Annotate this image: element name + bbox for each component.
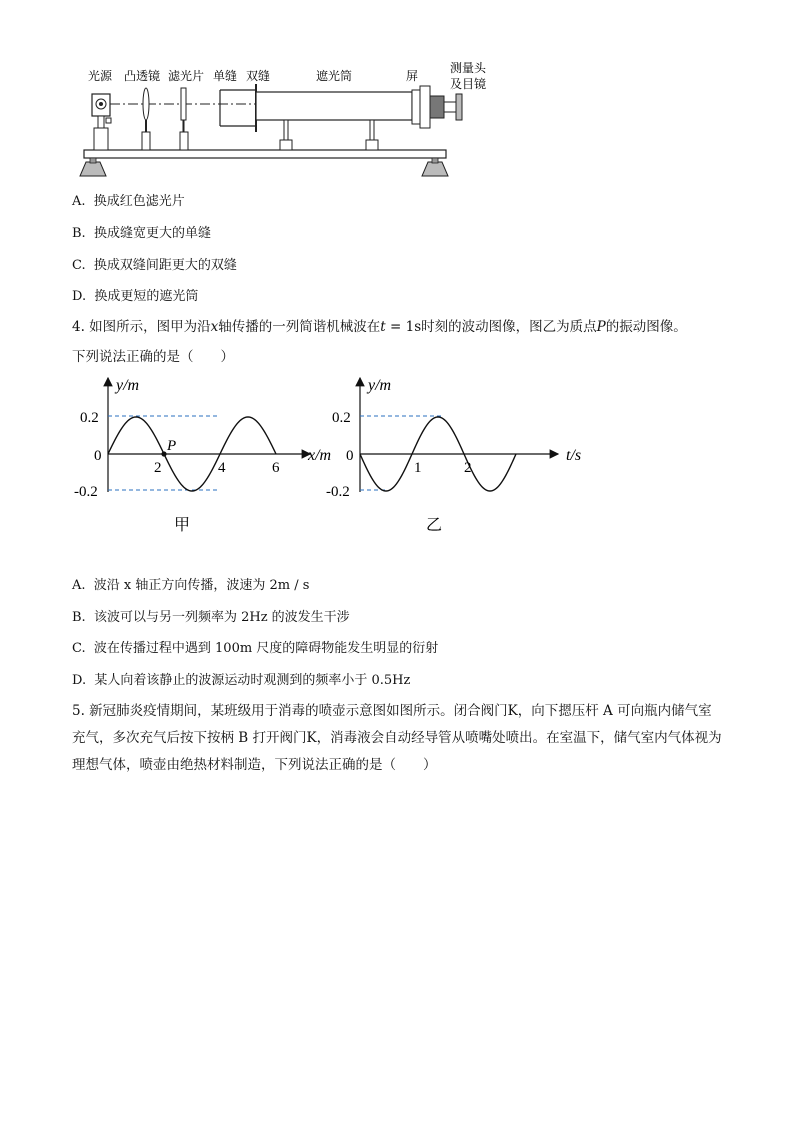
jia-ylabel: y/m	[116, 377, 140, 394]
convex-lens	[142, 88, 150, 150]
label-screen: 屏	[406, 69, 419, 83]
q3-option-c: C. 换成双缝间距更大的双缝	[72, 258, 237, 273]
yi-caption: 乙	[426, 517, 443, 534]
jia-xlabel: x/m	[308, 447, 332, 464]
rail-foot-left	[80, 162, 106, 176]
filter	[180, 88, 188, 150]
single-slit	[220, 90, 256, 126]
screen-holder	[412, 86, 430, 128]
jia-ytick-bottom: -0.2	[74, 484, 98, 500]
q4-option-a: A. 波沿 x 轴正方向传播，波速为 2m / s	[72, 578, 310, 593]
label-double-slit: 双缝	[246, 69, 271, 83]
label-eyepiece-1: 测量头	[450, 61, 487, 75]
light-tube	[256, 92, 412, 150]
label-light-tube: 遮光筒	[316, 69, 353, 83]
yi-ylabel: y/m	[368, 377, 392, 394]
q3-option-a: A. 换成红色滤光片	[72, 194, 185, 209]
label-light-source: 光源	[88, 69, 113, 83]
yi-ytick-bottom: -0.2	[326, 484, 350, 500]
q3-option-d: D. 换成更短的遮光筒	[72, 289, 199, 304]
q4-option-b: B. 该波可以与另一列频率为 2Hz 的波发生干涉	[72, 610, 350, 625]
vibration-graph-yi	[322, 372, 602, 542]
label-filter: 滤光片	[168, 69, 205, 83]
q4-stem-line2: 下列说法正确的是（ ）	[72, 349, 234, 365]
yi-xlabel: t/s	[566, 447, 582, 464]
yi-ytick-zero: 0	[346, 448, 354, 464]
q5-stem: 5. 新冠肺炎疫情期间，某班级用于消毒的喷壶示意图如图所示。闭合阀门K，向下摁压杆 A 可向瓶内储气室充气，多次充气后按下按柄 B 打开阀门K，消毒液会自动经导管从喷嘴处喷出。在室温下，储气室内气体视为理想气体，喷壶由绝热材料制造，下列说法正确的是（ ）	[72, 703, 722, 773]
eyepiece	[430, 94, 462, 120]
label-eyepiece-2: 及目镜	[450, 77, 487, 91]
jia-xtick-2: 2	[154, 460, 162, 476]
jia-xtick-6: 6	[272, 460, 280, 476]
jia-caption: 甲	[174, 517, 191, 534]
double-slit-apparatus-diagram	[70, 58, 510, 188]
light-source	[92, 94, 111, 150]
q4-stem-line1: 4. 如图所示，图甲为沿x轴传播的一列简谐机械波在t = 1s时刻的波动图像，图乙为质点P的振动图像。	[72, 319, 687, 335]
jia-point-p	[161, 451, 166, 456]
jia-ytick-top: 0.2	[80, 410, 99, 426]
label-convex-lens: 凸透镜	[124, 69, 161, 83]
rail-foot-right	[422, 162, 448, 176]
jia-ytick-zero: 0	[94, 448, 102, 464]
optical-rail	[84, 150, 446, 158]
q4-option-d: D. 某人向着该静止的波源运动时观测到的频率小于 0.5Hz	[72, 673, 411, 688]
label-single-slit: 单缝	[213, 69, 238, 83]
wave-graph-jia	[70, 372, 350, 542]
q4-option-c: C. 波在传播过程中遇到 100m 尺度的障碍物能发生明显的衍射	[72, 641, 439, 656]
yi-xtick-1: 1	[414, 460, 422, 476]
yi-ytick-top: 0.2	[332, 410, 351, 426]
q3-option-b: B. 换成缝宽更大的单缝	[72, 226, 211, 241]
jia-point-p-label: P	[167, 438, 177, 454]
yi-xtick-2: 2	[464, 460, 472, 476]
jia-xtick-4: 4	[218, 460, 226, 476]
